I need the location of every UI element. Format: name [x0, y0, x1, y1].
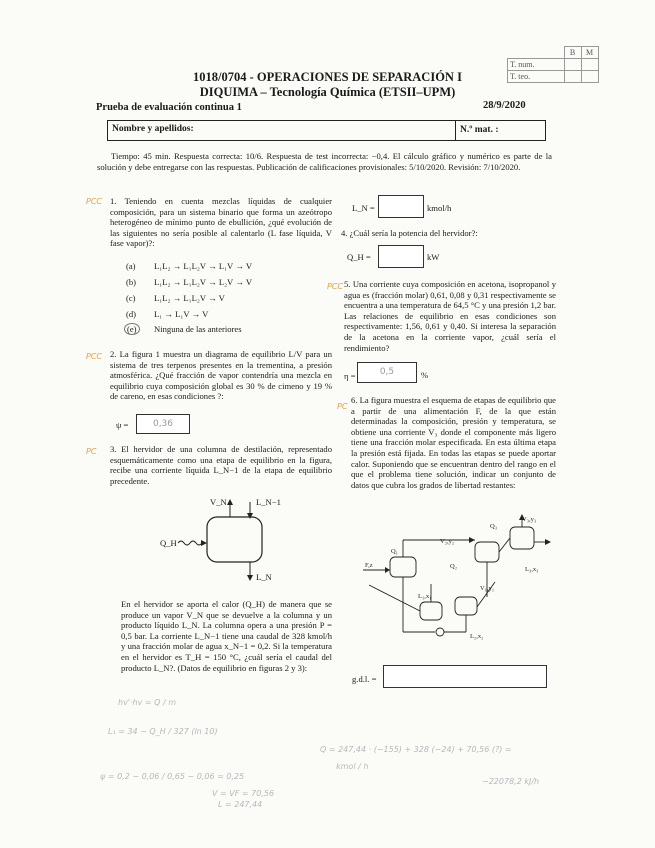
- fig-v3: V₃,y₃: [522, 516, 537, 523]
- fig-q2: Q₂: [450, 563, 457, 570]
- v2-line: [499, 538, 510, 552]
- exam-date: 28/9/2020: [483, 100, 526, 111]
- q5-answer-label: η =: [344, 371, 356, 381]
- q1-option-c-key: (c): [126, 293, 136, 303]
- q1-option-a[interactable]: [126, 261, 253, 271]
- handwriting: L = 247,44: [218, 800, 263, 809]
- q1-option-d-text: L₁ → L₁V → V: [154, 309, 209, 319]
- handwriting: kmol / h: [336, 762, 369, 771]
- q1-option-b[interactable]: [126, 277, 253, 287]
- stage-2: [475, 542, 499, 562]
- q3-answer-field[interactable]: [378, 195, 424, 218]
- fig-q3: Q₃: [490, 523, 497, 530]
- handwriting: ψ = 0,2 − 0,06 / 0,65 − 0,06 = 0,25: [100, 772, 245, 781]
- margin-mark: PCC: [86, 352, 102, 361]
- equilibrium-stages-diagram: [345, 512, 555, 647]
- handwriting: −22078,2 kJ/h: [482, 777, 540, 786]
- fig-q1: Q₁: [391, 548, 398, 555]
- q1-option-e-text: Ninguna de las anteriores: [154, 324, 242, 334]
- l3-arrow-icon: [545, 539, 551, 545]
- q1-option-a-key: (a): [126, 261, 136, 271]
- name-box[interactable]: [107, 120, 546, 141]
- exam-title: 1018/0704 - OPERACIONES DE SEPARACIÓN I: [193, 70, 462, 84]
- q4-answer-unit: kW: [427, 252, 440, 262]
- margin-mark: PCC: [327, 282, 343, 291]
- fig-qh-label: Q_H: [160, 538, 177, 548]
- fig-vn-label: V_N: [210, 497, 227, 507]
- handwriting: V = VF = 70,56: [212, 789, 275, 798]
- q1-option-e-key: (e): [124, 323, 140, 335]
- q1-option-b-text: L₁L₂ → L₁L₂V → L₂V → V: [154, 277, 253, 287]
- instructions: Tiempo: 45 min. Respuesta correcta: 10/6. Respuesta de test incorrecta: −0,4. El cálculo gráfico y numérico es parte de la solución y debe entregarse con las respuestas. Publicación de calificaciones provisionales: 5/10/2020. Revisión: 7/10/2020.: [97, 151, 552, 172]
- fig-ln-label: L_N: [256, 572, 272, 582]
- liquid-in-arrow-icon: [247, 513, 253, 519]
- stage-1: [390, 557, 416, 577]
- grade-col-b: B: [564, 47, 581, 59]
- q4-answer-label: Q_H =: [347, 252, 371, 262]
- question-1-text: 1. Teniendo en cuenta mezclas líquidas de cualquier composición, para un sistema binario que forma un azeótropo heterogéneo de mínimo punto de ebullición, ¿qué evolución de las siguientes no sería posible al calentarlo (L fase líquida, V fase vapor)?:: [110, 196, 332, 249]
- fig-l2: L₂,x₂: [470, 633, 484, 640]
- question-4-text: 4. ¿Cuál sería la potencia del hervidor?:: [341, 228, 478, 238]
- question-3-text: 3. El hervidor de una columna de destilación, representado esquemáticamente como una etapa de equilibrio en la figura, recibe una corriente líquida L_N−1 de la etapa de equilibrio precedente.: [110, 444, 332, 486]
- question-2-text: 2. La figura 1 muestra un diagrama de equilibrio L/V para un sistema de tres terpenos presentes en la trementina, a presión atmosférica. ¿Qué fracción de vapor contendría una mezcla en equilibrio cuya composición global es 30 % de cimeno y 19 % de careno, en esas condiciones ?:: [110, 349, 332, 402]
- reboiler-vessel: [207, 517, 262, 562]
- v1-arrow-icon: [469, 537, 475, 543]
- stage-3: [510, 527, 534, 549]
- name-label: Nombre y apellidos:: [112, 124, 194, 134]
- handwriting: L₁ = 34 − Q_H / 327 (ln 10): [108, 727, 218, 736]
- q4-answer-field[interactable]: [378, 245, 424, 268]
- margin-mark: PC: [337, 402, 348, 411]
- heat-input-icon: [178, 541, 202, 545]
- l-lower-line: [369, 585, 420, 611]
- handwriting: Q = 247,44 · (−155) + 328 (−24) + 70,56 (?) =: [320, 745, 512, 754]
- grade-row-num: T. num.: [508, 59, 565, 71]
- q1-option-b-key: (b): [126, 277, 137, 287]
- q1-option-c-text: L₁L₂ → L₁L₂V → V: [154, 293, 225, 303]
- mat-label: N.º mat. :: [455, 121, 499, 140]
- q1-option-c[interactable]: [126, 293, 225, 303]
- fig-v1: V₁,y₁: [480, 585, 495, 592]
- q3-answer-label: L_N =: [352, 203, 375, 213]
- margin-mark: PCC: [86, 197, 102, 206]
- q1-option-a-text: L₁L₂ → L₁L₂V → L₁V → V: [154, 261, 253, 271]
- vapor-arrow-icon: [227, 499, 233, 505]
- q6-answer-label: g.d.l. =: [352, 674, 377, 684]
- q5-answer-field[interactable]: 0,5: [357, 362, 417, 383]
- q5-answer-unit: %: [421, 370, 429, 380]
- margin-mark: PC: [86, 447, 97, 456]
- q1-option-d[interactable]: [126, 309, 209, 319]
- fig-ln1-label: L_N−1: [256, 497, 281, 507]
- q6-answer-field[interactable]: [383, 665, 547, 688]
- question-5-text: 5. Una corriente cuya composición en acetona, isopropanol y agua es (fracción molar) 0,61, 0,08 y 0,31 respectivamente se encuentra a una temperatura de 64,5 °C y una presión 1,2 bar. Las relaciones de equilibrio en esas condiciones son respectivamente: 1,56, 0,61 y 0,40. Si interesa la separación de la acetona en la corriente vapor, ¿cuál sería el rendimiento?: [344, 279, 556, 353]
- q2-answer-field[interactable]: 0,36: [136, 414, 190, 434]
- exam-subtitle: DIQUIMA – Tecnología Química (ETSII–UPM): [199, 85, 456, 99]
- stage-lower-left: [420, 602, 442, 620]
- fig-v2: V₂,y₂: [440, 538, 455, 545]
- q1-option-d-key: (d): [126, 309, 137, 319]
- grade-col-m: M: [581, 47, 598, 59]
- fig-l1: L₁,x₁: [418, 593, 432, 600]
- liquid-out-arrow-icon: [247, 575, 253, 581]
- q2-answer-label: ψ =: [116, 420, 129, 430]
- question-6-text: 6. La figura muestra el esquema de etapas de equilibrio que a partir de una alimentación F, de la que están determinadas la composición, presión y temperatura, se obtiene una corriente V₃ donde el componente más ligero tiene una fracción molar especificada. En esta última etapa la presión está fijada. En todas las etapas se puede aportar calor. Suponiendo que se encuentran dentro del rango en el que el problema tiene solución, indicar un conjunto de datos que cubra los grados de libertad restantes:: [351, 395, 556, 490]
- fig-f: F,z: [365, 562, 373, 569]
- heat-arrow-icon: [201, 540, 207, 546]
- q1-option-e[interactable]: [124, 323, 242, 335]
- grade-row-teo: T. teo.: [508, 71, 565, 83]
- exam-name: Prueba de evaluación continua 1: [96, 102, 242, 113]
- question-3-text-2: En el hervidor se aporta el calor (Q_H) de manera que se produce un vapor V_N que se devuelve a la columna y un producto líquido L_N. La columna opera a una presión P = 0,5 bar. La corriente L_N−1 tiene una caudal de 328 kmol/h y una fracción molar de agua x_N−1 = 0,2. Si la temperatura en el hervidor es T_H = 150 °C, ¿cuál sería el caudal del producto L_N?. (Datos de equilibrio en figuras 2 y 3):: [121, 599, 332, 673]
- stage-lower-right: [455, 597, 477, 615]
- feed-arrow-icon: [385, 567, 390, 573]
- pump-icon: [436, 628, 444, 636]
- fig-l3: L₃,x₃: [525, 566, 539, 573]
- handwriting: hv'·hv = Q / m: [118, 698, 177, 707]
- q3-answer-unit: kmol/h: [427, 203, 452, 213]
